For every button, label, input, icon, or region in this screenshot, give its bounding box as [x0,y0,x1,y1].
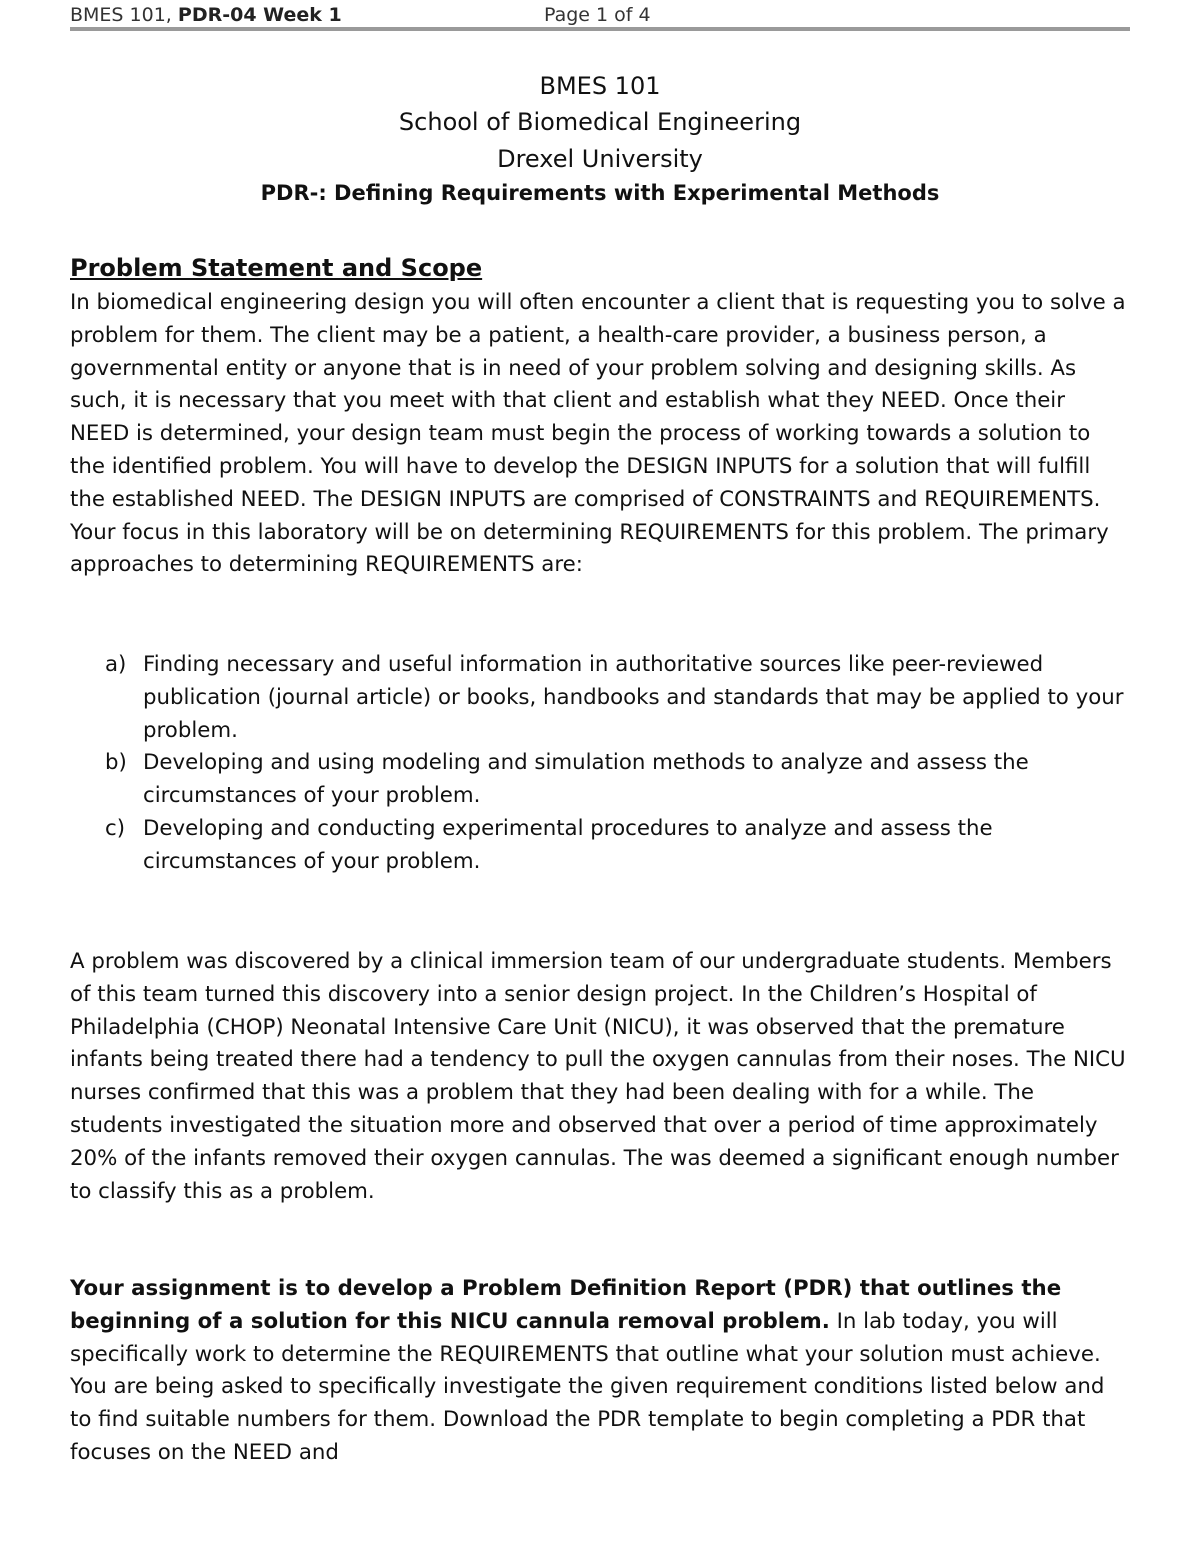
section-heading: Problem Statement and Scope [70,254,483,282]
course-title: BMES 101 [539,72,661,100]
header-divider [70,27,1130,31]
header-course-prefix: BMES 101, [70,4,178,26]
problem-paragraph: A problem was discovered by a clinical immersion team of our undergraduate students. Members of this team turned this discovery into a senior design project. In the Children’s Hospital of Philadelphia (CHOP) Neonatal Intensive Care Unit (NICU), it was observed that the premature infants being treated there had a tendency to pull the oxygen cannulas from their noses. The NICU nurses confirmed that this was a problem that they had been dealing with for a while. The students investigated the situation more and observed that over a period of time approximately 20% of the infants removed their oxygen cannulas. The was deemed a significant enough number to classify this as a problem. [70,949,1126,1204]
intro-paragraph: In biomedical engineering design you will often encounter a client that is requesting you to solve a problem for them. The client may be a patient, a health-care provider, a business person, a governmental entity or anyone that is in need of your problem solving and designing skills. As such, it is necessary that you meet with that client and establish what they NEED. Once their NEED is determined, your design team must begin the process of working towards a solution to the identified problem. You will have to develop the DESIGN INPUTS for a solution that will fulfill the established NEED. The DESIGN INPUTS are comprised of CONSTRAINTS and REQUIREMENTS. Your focus in this laboratory will be on determining REQUIREMENTS for this problem. The primary approaches to determining REQUIREMENTS are: [70,290,1126,578]
university-name: Drexel University [497,145,703,173]
assignment-paragraph [70,1273,1130,1470]
school-name: School of Biomedical Engineering [398,108,802,136]
list-marker: a) [105,652,127,677]
list-item [105,747,1135,813]
list-item-text: Developing and conducting experimental procedures to analyze and assess the circumstances of your problem. [143,815,993,874]
page-header [70,2,1130,28]
list-item-text: Finding necessary and useful information in authoritative sources like peer-reviewed publication (journal article) or books, handbooks and standards that may be applied to your problem. [143,652,1124,743]
header-course [70,2,342,28]
assignment-rest-text: In lab today, you will specifically work to determine the REQUIREMENTS that outline what your solution must achieve. You are being asked to specifically investigate the given requirement conditions listed below and to find suitable numbers for them. Download the PDR template to begin completing a PDR that focuses on the NEED and [70,1308,1105,1465]
header-course-bold: PDR-04 Week 1 [177,4,342,26]
assignment-bold-text: Your assignment is to develop a Problem Definition Report (PDR) that outlines the beginning of a solution for this NICU cannula removal problem. [70,1276,1062,1334]
header-page-number: Page 1 of 4 [544,4,651,26]
list-marker: b) [105,750,127,776]
list-item-text: Developing and using modeling and simulation methods to analyze and assess the circumstances of your problem. [143,750,1029,809]
list-marker: c) [105,815,126,841]
list-item [105,813,1135,879]
list-item [105,649,1135,747]
title-block [70,68,1130,208]
document-subtitle: PDR-: Defining Requirements with Experimental Methods [260,181,940,205]
approaches-list [105,649,1135,879]
